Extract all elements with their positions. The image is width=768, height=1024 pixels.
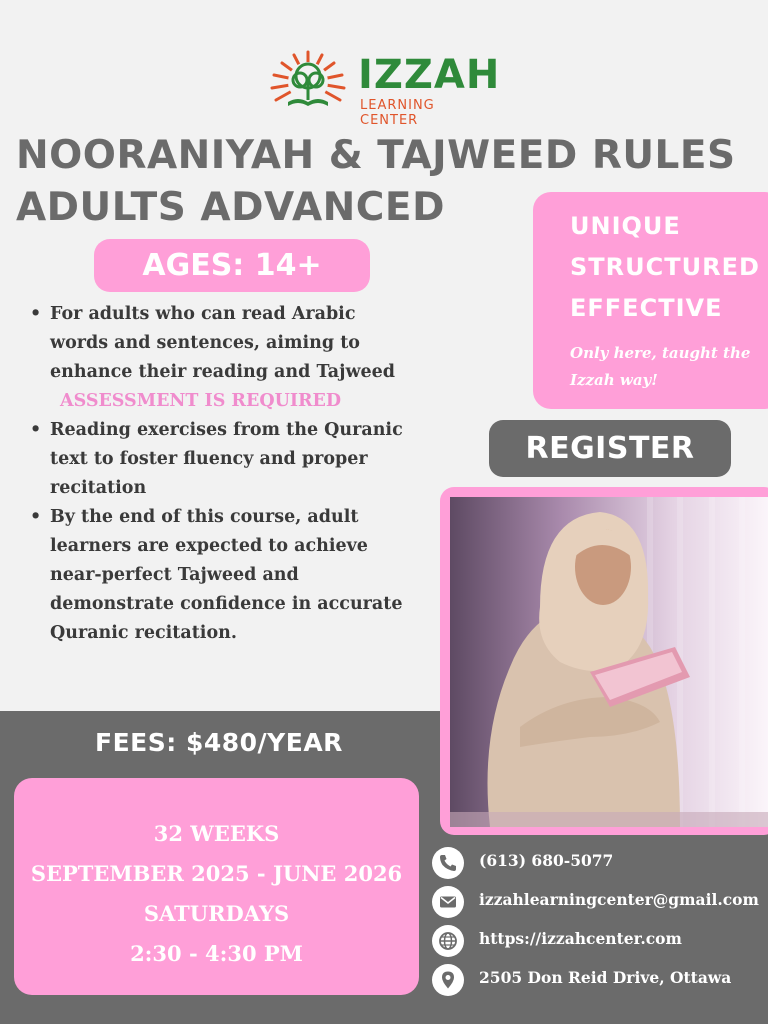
unique-keywords xyxy=(570,206,760,329)
phone-icon xyxy=(432,847,464,879)
unique-box xyxy=(533,192,768,409)
bullet-item: • For adults who can read Arabic words and sentences, aiming to enhance their reading and Tajweed xyxy=(30,300,410,387)
globe-icon xyxy=(432,925,464,957)
schedule-box xyxy=(14,778,419,995)
register-button[interactable]: REGISTER xyxy=(489,420,731,477)
phone-number: (613) 680-5077 xyxy=(479,851,614,870)
unique-tagline: Only here, taught the Izzah way! xyxy=(570,344,751,389)
sunburst-tree-logo-icon xyxy=(268,48,348,118)
envelope-icon xyxy=(432,886,464,918)
street-address: 2505 Don Reid Drive, Ottawa xyxy=(479,968,732,987)
website-url: https://izzahcenter.com xyxy=(479,929,682,948)
keyword-effective: EFFECTIVE xyxy=(570,294,723,322)
course-description xyxy=(30,300,410,648)
woman-reading-quran-photo xyxy=(450,497,768,827)
ages-badge: AGES: 14+ xyxy=(94,239,370,292)
keyword-unique: UNIQUE xyxy=(570,212,681,240)
fees-text: FEES: $480/YEAR xyxy=(95,728,343,757)
course-title-line1: NOORANIYAH & TAJWEED RULES xyxy=(16,133,736,178)
email-address: izzahlearningcenter@gmail.com xyxy=(479,890,759,909)
bullet-item: • Reading exercises from the Quranic text to foster fluency and proper recitation xyxy=(30,416,410,503)
course-title-line2: ADULTS ADVANCED xyxy=(16,185,445,230)
logo-name: IZZAH xyxy=(358,52,501,98)
schedule-weeks: 32 WEEKS xyxy=(153,821,280,846)
schedule-day: SATURDAYS xyxy=(143,901,290,926)
bullet-item: • By the end of this course, adult learners are expected to achieve near-perfect Tajweed and demonstrate confidence in accurate Quranic recitation. xyxy=(30,503,410,648)
location-pin-icon xyxy=(432,964,464,996)
schedule-time: 2:30 - 4:30 PM xyxy=(130,941,303,966)
assessment-note: ASSESSMENT IS REQUIRED xyxy=(60,391,342,411)
keyword-structured: STRUCTURED xyxy=(570,253,760,281)
schedule-dates: SEPTEMBER 2025 - JUNE 2026 xyxy=(30,861,403,886)
logo xyxy=(268,48,501,128)
logo-subtitle: LEARNING CENTER xyxy=(360,98,435,128)
